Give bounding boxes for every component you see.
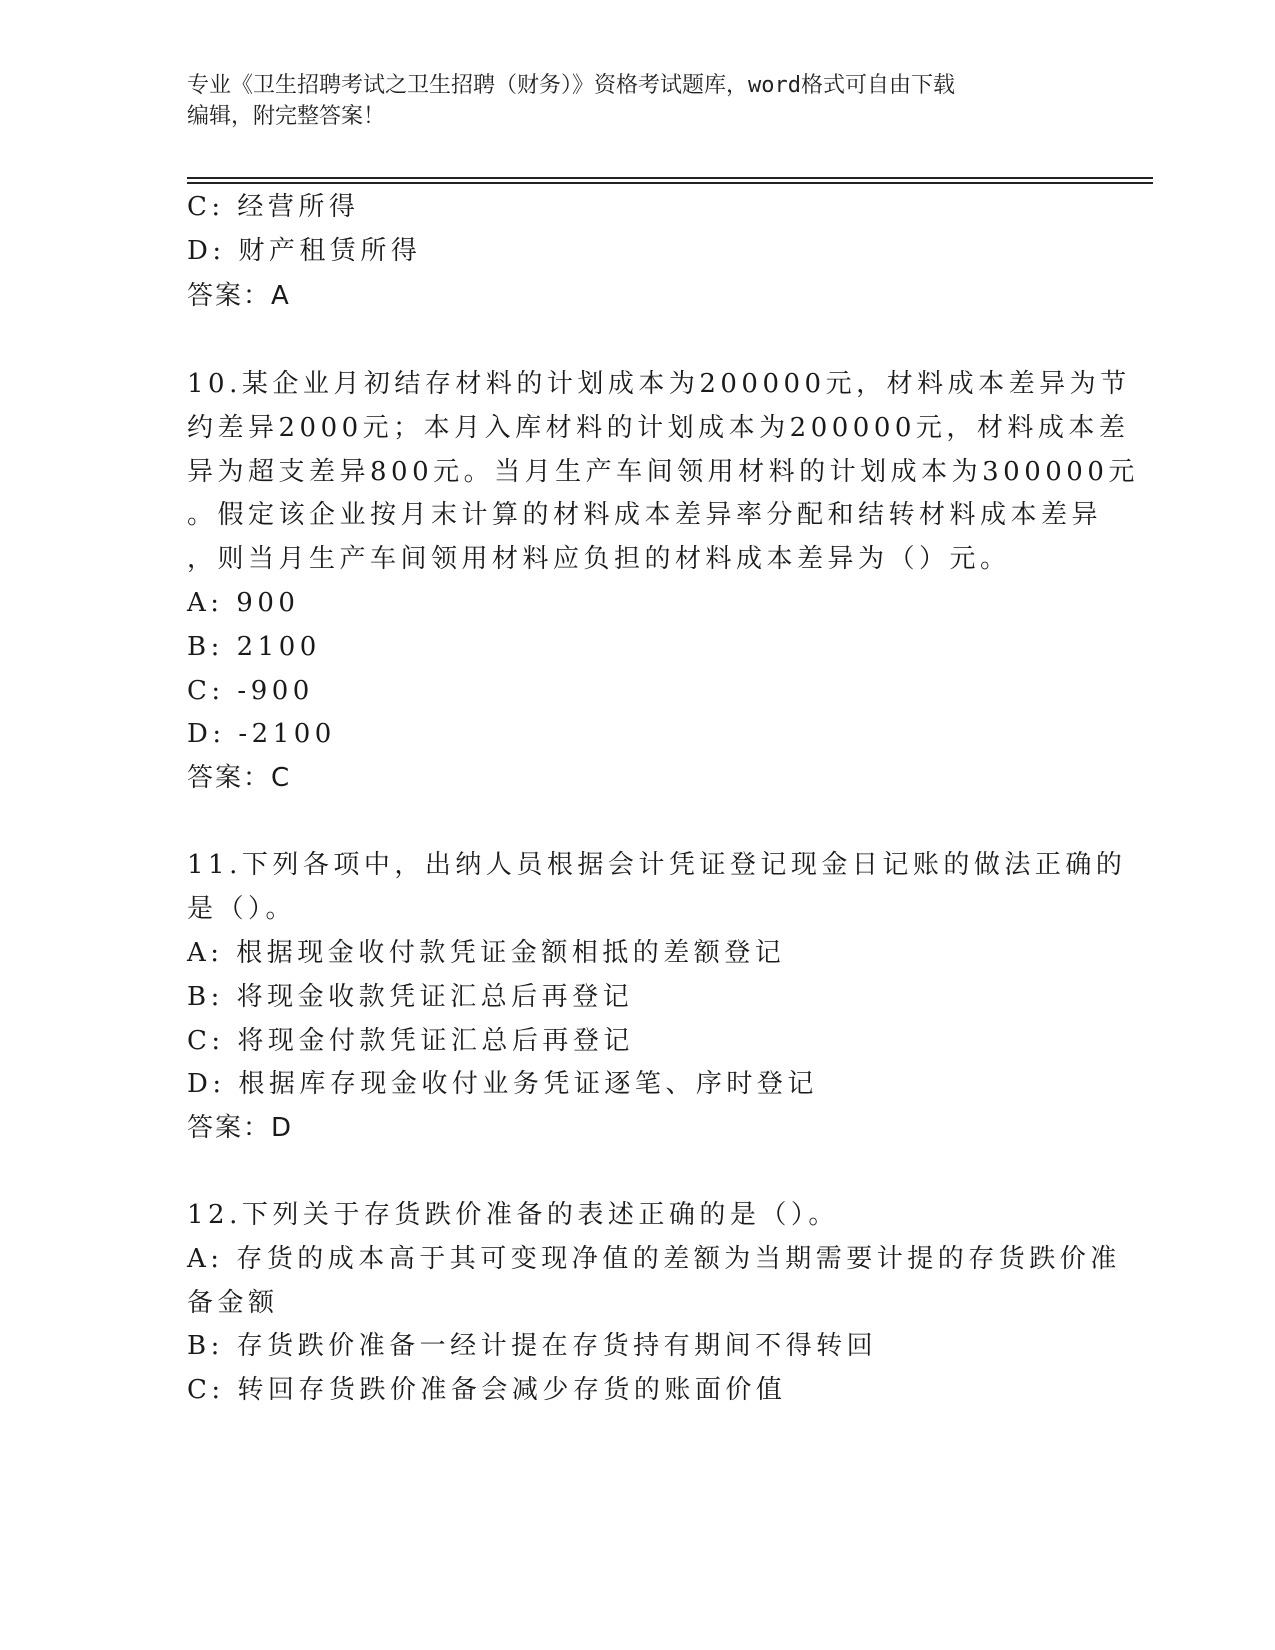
question-text-line: 异为超支差异800元。当月生产车间领用材料的计划成本为300000元 [187,457,1139,487]
header-divider-top [187,177,1153,179]
answer-line: 答案：A [187,281,291,311]
option-line: B: 2100 [187,632,321,662]
question-text-line: 是（）。 [187,894,297,924]
answer-line: 答案：D [187,1113,294,1143]
header-title-line-1: 专业《卫生招聘考试之卫生招聘（财务）》资格考试题库，word格式可自由下载 [187,73,955,98]
question-text-line: ，则当月生产车间领用材料应负担的材料成本差异为（）元。 [187,544,1011,574]
option-line: A: 900 [187,588,300,618]
option-line: A: 存货的成本高于其可变现净值的差额为当期需要计提的存货跌价准 [187,1244,1121,1274]
option-line: 备金额 [187,1288,279,1318]
option-line: C: 经营所得 [187,192,360,222]
option-line: D: 财产租赁所得 [187,236,422,266]
option-line: B: 将现金收款凭证汇总后再登记 [187,982,634,1012]
header-title-line-2: 编辑，附完整答案！ [187,104,386,129]
question-text-line: 10.某企业月初结存材料的计划成本为200000元，材料成本差异为节 [187,369,1131,399]
option-line: C: 转回存货跌价准备会减少存货的账面价值 [187,1375,787,1405]
question-text-line: 12.下列关于存货跌价准备的表述正确的是（）。 [187,1200,839,1230]
option-line: B: 存货跌价准备一经计提在存货持有期间不得转回 [187,1331,878,1361]
question-text-line: 11.下列各项中，出纳人员根据会计凭证登记现金日记账的做法正确的 [187,850,1127,880]
header-divider-bottom [187,182,1153,184]
option-line: D: -2100 [187,719,336,749]
document-header [187,70,1067,132]
option-line: D: 根据库存现金收付业务凭证逐笔、序时登记 [187,1069,818,1099]
question-text-line: 约差异2000元；本月入库材料的计划成本为200000元，材料成本差 [187,413,1130,443]
question-text-line: 。假定该企业按月末计算的材料成本差异率分配和结转材料成本差异 [187,500,1103,530]
option-line: A: 根据现金收付款凭证金额相抵的差额登记 [187,938,786,968]
option-line: C: 将现金付款凭证汇总后再登记 [187,1026,634,1056]
answer-line: 答案：C [187,763,292,793]
option-line: C: -900 [187,676,314,706]
